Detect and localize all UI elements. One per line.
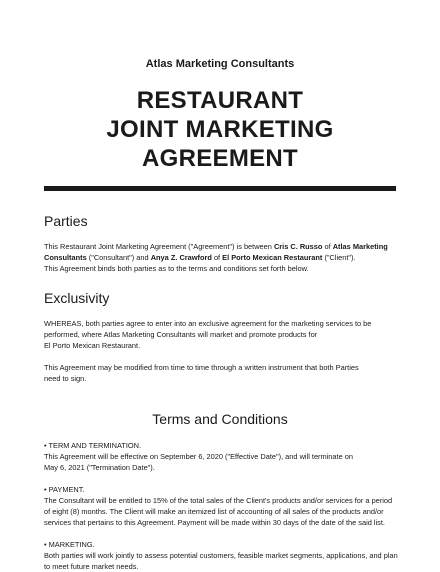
marketing-item (44, 539, 404, 572)
parties-text-c: ("Consultant") and (86, 253, 151, 262)
payment-line-3: services that pertains to this Agreement. Payment will be made within 30 days of the date of the said list. (44, 518, 385, 527)
parties-binding-text: This Agreement binds both parties as to the terms and conditions set forth below. (44, 264, 309, 273)
payment-line-2: of eight (8) months. The Client will make an itemized list of accounting of all sales of the products and/or (44, 507, 384, 516)
title-line-3: AGREEMENT (141, 145, 299, 172)
exclusivity-paragraph-2 (44, 362, 404, 384)
party-2-name: Anya Z. Crawford (150, 253, 212, 262)
exclusivity-line-3: El Porto Mexican Restaurant. (44, 341, 141, 350)
modification-line-2: need to sign. (44, 374, 87, 383)
exclusivity-line-1: WHEREAS, both parties agree to enter into an exclusive agreement for the marketing services to be (44, 319, 372, 328)
marketing-line-1: Both parties will work jointly to assess potential customers, feasible market segments, applications, and plan (44, 551, 398, 560)
party-1-name: Cris C. Russo (273, 242, 323, 251)
title-line-2: JOINT MARKETING (106, 116, 334, 143)
term-termination-title: • TERM AND TERMINATION. (44, 441, 142, 450)
exclusivity-heading: Exclusivity (44, 290, 110, 306)
parties-text-d: of (211, 253, 223, 262)
parties-heading: Parties (44, 213, 88, 229)
term-termination-line-2: May 6, 2021 ("Termination Date"). (44, 463, 155, 472)
exclusivity-line-2: performed, where Atlas Marketing Consultants will market and promote products for (44, 330, 318, 339)
term-termination-line-1: This Agreement will be effective on September 6, 2020 ("Effective Date"), and will terminate on (44, 452, 353, 461)
parties-text-a: This Restaurant Joint Marketing Agreement ("Agreement") is between (44, 242, 274, 251)
payment-line-1: The Consultant will be entitled to 15% of the total sales of the Client's products and/or services for a period (44, 496, 393, 505)
parties-text-b: of (322, 242, 333, 251)
party-2-org: El Porto Mexican Restaurant (222, 253, 323, 262)
modification-line-1: This Agreement may be modified from time to time through a written instrument that both Parties (44, 363, 359, 372)
term-termination-item (44, 440, 404, 473)
marketing-line-2: to meet future market needs. (44, 562, 139, 571)
marketing-title: • MARKETING. (44, 540, 95, 549)
title-divider (44, 186, 396, 191)
parties-text-e: ("Client"). (322, 253, 356, 262)
exclusivity-paragraph-1 (44, 318, 404, 351)
title-line-1: RESTAURANT (136, 87, 304, 114)
payment-title: • PAYMENT. (44, 485, 85, 494)
payment-item (44, 484, 404, 528)
party-1-org-cont: Consultants (44, 253, 87, 262)
terms-heading: Terms and Conditions (152, 411, 288, 427)
document-title (0, 86, 440, 173)
parties-paragraph (44, 241, 404, 274)
party-1-org: Atlas Marketing (332, 242, 388, 251)
company-name: Atlas Marketing Consultants (145, 58, 295, 70)
